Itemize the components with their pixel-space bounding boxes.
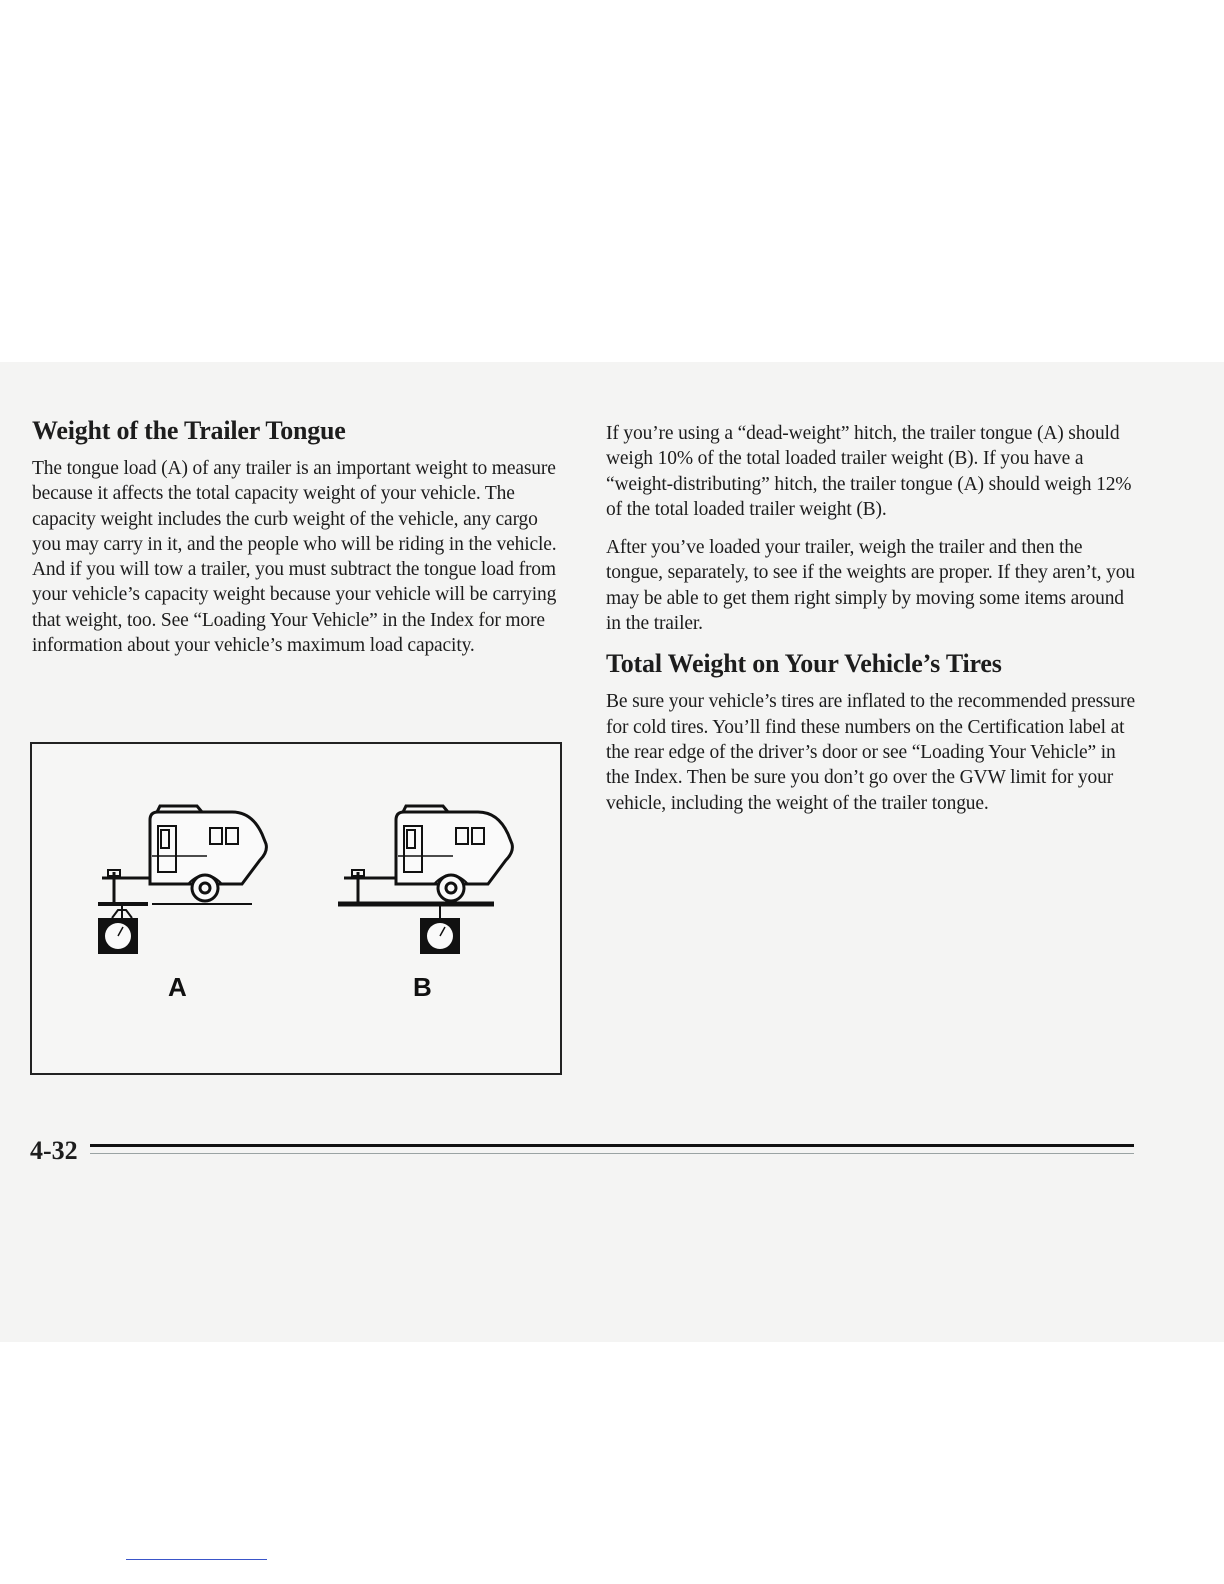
footer-rule (90, 1144, 1134, 1147)
paragraph-weigh-separately: After you’ve loaded your trailer, weigh the trailer and then the tongue, separately, to see if the weights are proper. If they aren’t, you may be able to get them right simply by moving some items around in the trailer. (606, 537, 1135, 635)
figure-label-a: A (168, 972, 187, 1002)
bottom-underline (126, 1559, 267, 1560)
section-heading-total-weight: Total Weight on Your Vehicle’s Tires (606, 649, 1002, 679)
trailer-weighing-figure (30, 742, 562, 1075)
page-number: 4-32 (30, 1136, 78, 1165)
footer-rule-thin (90, 1153, 1134, 1154)
trailer-illustration (32, 744, 560, 1073)
right-column (606, 421, 1136, 829)
trailer-b-drawing (338, 806, 512, 954)
paragraph-tire-pressure: Be sure your vehicle’s tires are inflated to the recommended pressure for cold tires. You’ll find these numbers on the Certification label at the rear edge of the driver’s door or see “Loading Your Vehicle” in the Index. Then be sure you don’t go over the GVW limit for your vehicle, including the weight of the trailer tongue. (606, 691, 1135, 814)
paragraph-tongue-load: The tongue load (A) of any trailer is an important weight to measure because it affects the total capacity weight of your vehicle. The capacity weight includes the curb weight of the vehicle, any cargo you may carry in it, and the people who will be riding in the vehicle. And if you will tow a trailer, you must subtract the tongue load from your vehicle’s capacity weight because your vehicle will be carrying that weight, too. See “Loading Your Vehicle” in the Index for more information about your vehicle’s maximum load capacity. (32, 458, 557, 657)
paragraph-hitch-weights: If you’re using a “dead-weight” hitch, the trailer tongue (A) should weigh 10% of the total loaded trailer weight (B). If you have a “weight-distributing” hitch, the trailer tongue (A) should weigh 12% of the total loaded trailer weight (B). (606, 423, 1132, 520)
trailer-a-drawing (98, 806, 266, 954)
section-heading-trailer-tongue: Weight of the Trailer Tongue (32, 416, 346, 445)
left-column (32, 416, 562, 671)
figure-label-b: B (413, 972, 432, 1002)
